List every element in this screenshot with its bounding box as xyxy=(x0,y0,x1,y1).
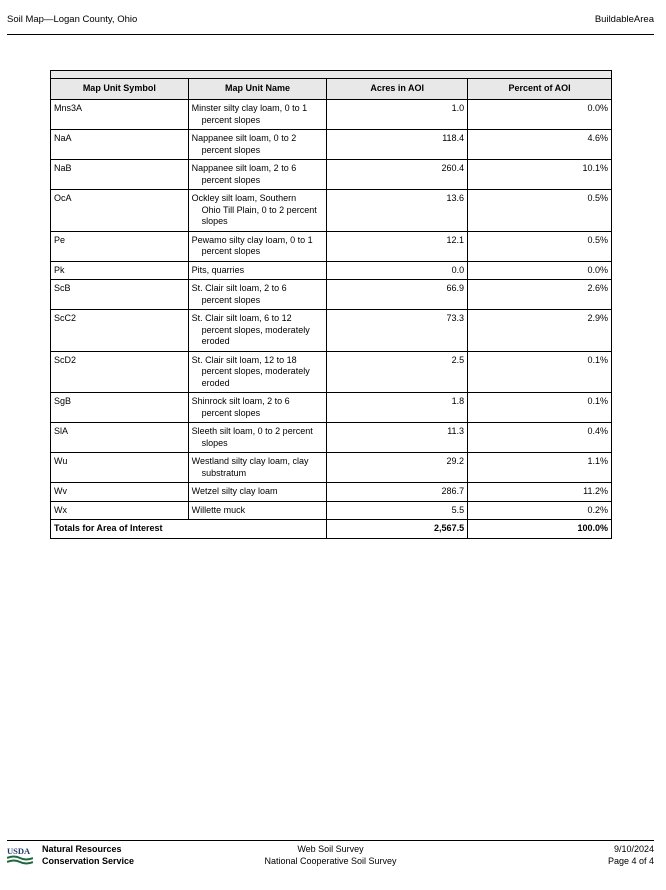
document-area-name: BuildableArea xyxy=(594,14,654,25)
map-unit-name xyxy=(188,423,327,453)
map-unit-name-line: Sleeth silt loam, 0 to 2 percent xyxy=(191,426,313,436)
table-row xyxy=(51,130,612,160)
map-unit-name-line: Minster silty clay loam, 0 to 1 xyxy=(191,103,308,113)
table-row xyxy=(51,160,612,190)
map-unit-name-line: Wetzel silty clay loam xyxy=(191,486,278,496)
acres-in-aoi: 2.5 xyxy=(327,351,468,393)
map-unit-legend-table-container xyxy=(50,70,612,539)
map-unit-name-line: Willette muck xyxy=(191,504,246,515)
map-unit-name-line: Pits, quarries xyxy=(191,264,245,275)
map-unit-name-line: Nappanee silt loam, 2 to 6 xyxy=(191,163,297,173)
acres-in-aoi: 66.9 xyxy=(327,280,468,310)
acres-in-aoi: 29.2 xyxy=(327,453,468,483)
percent-of-aoi: 0.1% xyxy=(468,393,612,423)
map-unit-name-line: St. Clair silt loam, 12 to 18 xyxy=(191,354,297,365)
map-unit-symbol: Wx xyxy=(51,501,189,520)
acres-in-aoi: 1.0 xyxy=(327,100,468,130)
table-row xyxy=(51,231,612,261)
map-unit-name xyxy=(188,501,327,520)
map-unit-name xyxy=(188,190,327,232)
percent-of-aoi: 0.4% xyxy=(468,423,612,453)
map-unit-name-line: Ockley silt loam, Southern xyxy=(191,193,297,203)
percent-of-aoi: 10.1% xyxy=(468,160,612,190)
map-unit-name-line: Ohio Till Plain, 0 to 2 percent xyxy=(201,204,317,215)
map-unit-name-line: eroded xyxy=(201,377,230,388)
percent-of-aoi: 0.1% xyxy=(468,351,612,393)
map-unit-name-line: eroded xyxy=(201,336,230,346)
table-row xyxy=(51,310,612,352)
report-date: 9/10/2024 xyxy=(613,844,654,854)
map-unit-name xyxy=(188,453,327,483)
table-row xyxy=(51,261,612,280)
map-unit-symbol: OcA xyxy=(51,190,189,232)
percent-of-aoi: 11.2% xyxy=(468,483,612,502)
svg-text:USDA: USDA xyxy=(7,846,31,856)
map-unit-symbol: Mns3A xyxy=(51,100,189,130)
agency-name: Natural Resources Conservation Service xyxy=(42,844,135,866)
map-unit-name xyxy=(188,261,327,280)
map-unit-name-line: percent slopes xyxy=(201,246,261,256)
page-footer xyxy=(7,843,654,873)
map-unit-name-line: percent slopes xyxy=(201,294,261,305)
map-unit-name-line: percent slopes, moderately xyxy=(201,366,310,376)
acres-in-aoi: 5.5 xyxy=(327,501,468,520)
map-unit-name xyxy=(188,231,327,261)
table-row xyxy=(51,453,612,483)
table-body xyxy=(51,100,612,520)
table-row xyxy=(51,100,612,130)
map-unit-name xyxy=(188,100,327,130)
map-unit-name-line: percent slopes xyxy=(201,407,261,418)
map-unit-symbol: Pe xyxy=(51,231,189,261)
percent-of-aoi: 0.5% xyxy=(468,190,612,232)
percent-of-aoi: 4.6% xyxy=(468,130,612,160)
map-unit-name-line: substratum xyxy=(201,467,247,478)
map-unit-symbol: NaA xyxy=(51,130,189,160)
map-unit-name-line: percent slopes, moderately xyxy=(201,324,310,335)
map-unit-name-line: percent slopes xyxy=(201,144,261,155)
acres-in-aoi: 286.7 xyxy=(327,483,468,502)
map-unit-name-line: St. Clair silt loam, 2 to 6 xyxy=(191,283,287,293)
map-unit-symbol: Wu xyxy=(51,453,189,483)
column-header-symbol: Map Unit Symbol xyxy=(51,79,189,100)
column-header-percent: Percent of AOI xyxy=(468,79,612,100)
map-unit-name xyxy=(188,130,327,160)
map-unit-symbol: SlA xyxy=(51,423,189,453)
survey-name: Web Soil Survey National Cooperative Soil Survey xyxy=(264,844,397,866)
page-number: Page 4 of 4 xyxy=(607,856,654,866)
percent-of-aoi: 0.5% xyxy=(468,231,612,261)
map-unit-name-line: St. Clair silt loam, 6 to 12 xyxy=(191,313,292,323)
table-row xyxy=(51,351,612,393)
page-header xyxy=(7,14,654,25)
map-unit-name-line: slopes xyxy=(201,216,228,226)
percent-of-aoi: 2.6% xyxy=(468,280,612,310)
table-row xyxy=(51,483,612,502)
acres-in-aoi: 11.3 xyxy=(327,423,468,453)
map-unit-symbol: NaB xyxy=(51,160,189,190)
column-header-name: Map Unit Name xyxy=(188,79,327,100)
table-total-row xyxy=(51,520,612,539)
total-label: Totals for Area of Interest xyxy=(51,520,327,539)
map-unit-symbol: SgB xyxy=(51,393,189,423)
percent-of-aoi: 0.0% xyxy=(468,261,612,280)
percent-of-aoi: 0.2% xyxy=(468,501,612,520)
map-unit-name-line: slopes xyxy=(201,437,228,448)
date-and-page xyxy=(608,843,654,867)
table-row xyxy=(51,501,612,520)
map-unit-name xyxy=(188,351,327,393)
table-row xyxy=(51,190,612,232)
table-row xyxy=(51,280,612,310)
map-unit-name xyxy=(188,280,327,310)
table-row xyxy=(51,423,612,453)
percent-of-aoi: 1.1% xyxy=(468,453,612,483)
table-caption-bar xyxy=(51,71,612,79)
map-unit-name xyxy=(188,393,327,423)
total-acres: 2,567.5 xyxy=(327,520,468,539)
map-unit-symbol: ScB xyxy=(51,280,189,310)
document-title: Soil Map—Logan County, Ohio xyxy=(7,14,138,25)
acres-in-aoi: 118.4 xyxy=(327,130,468,160)
acres-in-aoi: 12.1 xyxy=(327,231,468,261)
map-unit-name-line: Nappanee silt loam, 0 to 2 xyxy=(191,133,297,143)
map-unit-name xyxy=(188,160,327,190)
table-row xyxy=(51,393,612,423)
acres-in-aoi: 0.0 xyxy=(327,261,468,280)
column-header-acres: Acres in AOI xyxy=(327,79,468,100)
acres-in-aoi: 13.6 xyxy=(327,190,468,232)
map-unit-name xyxy=(188,310,327,352)
acres-in-aoi: 1.8 xyxy=(327,393,468,423)
percent-of-aoi: 2.9% xyxy=(468,310,612,352)
map-unit-symbol: ScD2 xyxy=(51,351,189,393)
map-unit-name-line: Pewamo silty clay loam, 0 to 1 xyxy=(191,234,313,245)
map-unit-symbol: Pk xyxy=(51,261,189,280)
map-unit-name-line: Shinrock silt loam, 2 to 6 xyxy=(191,396,290,406)
map-unit-name-line: percent slopes xyxy=(201,174,261,185)
acres-in-aoi: 73.3 xyxy=(327,310,468,352)
map-unit-symbol: ScC2 xyxy=(51,310,189,352)
map-unit-name-line: Westland silty clay loam, clay xyxy=(191,456,309,466)
total-percent: 100.0% xyxy=(468,520,612,539)
map-unit-name xyxy=(188,483,327,502)
table-header-row xyxy=(51,79,612,100)
header-divider xyxy=(7,34,654,35)
acres-in-aoi: 260.4 xyxy=(327,160,468,190)
map-unit-symbol: Wv xyxy=(51,483,189,502)
percent-of-aoi: 0.0% xyxy=(468,100,612,130)
footer-divider xyxy=(7,840,654,841)
map-unit-legend-table xyxy=(50,70,612,539)
map-unit-name-line: percent slopes xyxy=(201,114,261,125)
